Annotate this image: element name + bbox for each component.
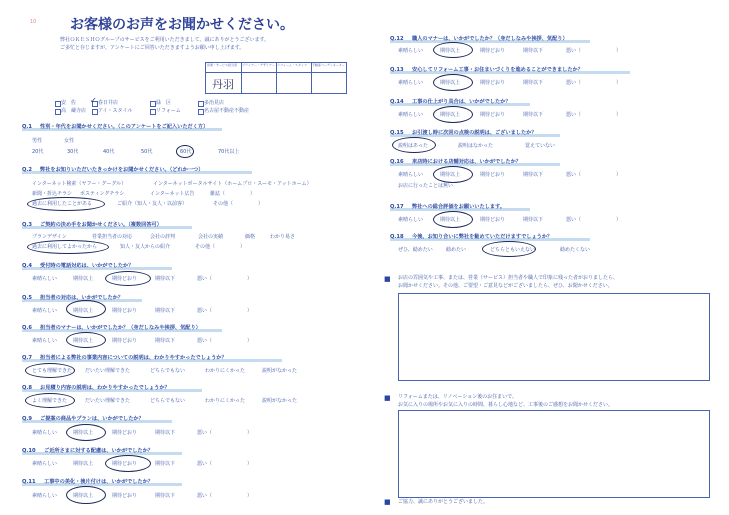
- q1-age-20[interactable]: 20代: [32, 149, 44, 155]
- answer-circle: [25, 363, 75, 378]
- q4-opt-1[interactable]: 素晴らしい: [32, 276, 58, 282]
- q12-text: 職人のマナーは、いかがでしたか？（身だしなみや挨拶、気配り）: [412, 36, 568, 42]
- answer-circle: [482, 241, 536, 257]
- q16-text: 来店時における店舗対応は、いかがでしたか？: [412, 159, 521, 165]
- free1-line-1: お店の雰囲気や工事、または、営業（サービス）担当者や職人で印象に残った者がおりましたら、: [398, 275, 619, 281]
- q16-opt-never[interactable]: お店に行ったことは無い: [398, 183, 454, 189]
- q12-opt-5[interactable]: 悪い（ ）: [566, 48, 622, 54]
- q15-opt-2[interactable]: 説明はなかった: [458, 143, 494, 149]
- q17-opt-4[interactable]: 期待以下: [523, 217, 544, 223]
- q3-opt-reputation[interactable]: 会社の評判: [150, 234, 176, 240]
- q3-opt-record[interactable]: 会社の実績: [198, 234, 224, 240]
- staff-header-staff: リフォーム・スタッフ: [277, 63, 307, 67]
- q5-opt-5[interactable]: 悪い（ ）: [197, 308, 253, 314]
- q8-text: お見積り内容の説明は、わかりやすかったでしょうか？: [40, 385, 170, 391]
- q3-opt-sales[interactable]: 営業担当者の対応: [92, 234, 133, 240]
- free1-line-2: お聞かせください。その他、ご要望・ご意見などがございましたら、ぜひ、お聞かせください。: [398, 283, 613, 289]
- q9-opt-4[interactable]: 期待以下: [155, 430, 176, 436]
- q4-opt-2[interactable]: 期待以上: [73, 276, 94, 282]
- q1-text: 性別・年代をお聞かせください。（このアンケートをご記入いただく方）: [40, 124, 209, 130]
- q1-age-40[interactable]: 40代: [103, 149, 115, 155]
- check-mark-icon: ✓: [90, 96, 97, 105]
- q15-number: Q.15: [390, 130, 404, 136]
- page-number: 10: [30, 19, 37, 25]
- q18-opt-1[interactable]: ぜひ、勧めたい: [398, 247, 433, 253]
- answer-circle: [66, 486, 106, 504]
- q3-opt-clarity[interactable]: わかり易さ: [270, 234, 296, 240]
- answer-circle: [25, 393, 75, 408]
- q18-opt-2[interactable]: 勧めたい: [446, 247, 467, 253]
- branch-4[interactable]: 多治見店: [204, 100, 225, 106]
- q5-opt-4[interactable]: 期待以下: [155, 308, 176, 314]
- branch-3[interactable]: 緑 区: [156, 100, 172, 106]
- q8-opt-3[interactable]: どちらでもない: [150, 398, 185, 404]
- q11-opt-2[interactable]: 期待以上: [73, 493, 94, 499]
- q9-opt-1[interactable]: 素晴らしい: [32, 430, 58, 436]
- q18-number: Q.18: [390, 234, 404, 240]
- q14-opt-1[interactable]: 素晴らしい: [398, 112, 424, 118]
- answer-circle: [27, 240, 109, 254]
- q4-text: 受付時の電話対応は、いかがでしたか？: [40, 263, 134, 269]
- q7-opt-3[interactable]: どちらでもない: [150, 368, 185, 374]
- q11-opt-5[interactable]: 悪い（ ）: [197, 493, 253, 499]
- q1-age-70[interactable]: 70代以上: [218, 149, 240, 155]
- intro-line-2: ご多忙と存じますが、アンケートにご回答いただきますようお願い申し上げます。: [60, 45, 245, 51]
- branch-7[interactable]: リフォーム: [156, 108, 181, 114]
- staff-header-sales: 営業・サービス担当者: [207, 63, 238, 67]
- q14-opt-4[interactable]: 期待以下: [523, 112, 544, 118]
- q7-opt-1[interactable]: とても理解できた: [32, 368, 73, 374]
- q14-opt-2[interactable]: 期待以上: [440, 112, 461, 118]
- q10-number: Q.10: [22, 448, 36, 454]
- q17-opt-3[interactable]: 期待どおり: [480, 217, 506, 223]
- q7-opt-5[interactable]: 説明がなかった: [262, 368, 298, 374]
- q18-opt-3[interactable]: どちらともいえない: [490, 247, 536, 253]
- q2-opt-other[interactable]: その他（ ）: [213, 201, 264, 207]
- q10-text: ご近所さまに対する配慮は、いかがでしたか？: [44, 448, 153, 454]
- q17-opt-5[interactable]: 悪い（ ）: [566, 217, 622, 223]
- q14-text: 工事の仕上がり具合は、いかがでしたか？: [412, 99, 511, 105]
- q1-age-30[interactable]: 30代: [67, 149, 79, 155]
- answer-circle: [433, 166, 473, 183]
- q11-opt-4[interactable]: 期待以下: [155, 493, 176, 499]
- answer-circle: [433, 74, 473, 91]
- q13-text: 安心してリフォーム工事・お住まいづくりを進めることができましたか？: [412, 67, 583, 73]
- q2-number: Q.2: [22, 167, 32, 173]
- q16-opt-3[interactable]: 期待どおり: [480, 172, 506, 178]
- q8-opt-4[interactable]: わかりにくかった: [205, 398, 246, 404]
- q6-opt-3[interactable]: 期待どおり: [112, 338, 138, 344]
- q10-opt-5[interactable]: 悪い（ ）: [197, 461, 253, 467]
- q17-opt-1[interactable]: 素晴らしい: [398, 217, 424, 223]
- q2-opt-portal[interactable]: インターネットポータルサイト（ホームプロ・スーモ・アットホーム）: [153, 181, 312, 187]
- q17-number: Q.17: [390, 204, 404, 210]
- q5-number: Q.5: [22, 295, 32, 301]
- q14-number: Q.14: [390, 99, 404, 105]
- answer-circle: [105, 271, 151, 286]
- q7-opt-4[interactable]: わかりにくかった: [205, 368, 246, 374]
- q6-opt-5[interactable]: 悪い（ ）: [197, 338, 253, 344]
- answer-circle: [27, 197, 105, 211]
- q16-number: Q.16: [390, 159, 404, 165]
- q8-opt-2[interactable]: だいたい理解できた: [85, 398, 131, 404]
- q6-text: 担当者のマナーは、いかがでしたか？（身だしなみや挨拶、気配り）: [40, 325, 201, 331]
- q7-opt-2[interactable]: だいたい理解できた: [85, 368, 131, 374]
- q11-number: Q.11: [22, 479, 36, 485]
- q7-text: 担当者による弊社の事業内容についての説明は、わかりやすかったでしょうか？: [40, 355, 227, 361]
- branch-2[interactable]: 春日井店: [98, 100, 119, 106]
- q3-number: Q.3: [22, 222, 32, 228]
- q13-opt-4[interactable]: 期待以下: [523, 80, 544, 86]
- q2-opt-newspaper[interactable]: 新聞・折込チラシ: [32, 191, 73, 197]
- q17-opt-2[interactable]: 期待以上: [440, 217, 461, 223]
- q4-opt-3[interactable]: 期待どおり: [112, 276, 138, 282]
- footer-thanks: ご協力、誠にありがとうございました。: [398, 499, 489, 505]
- branch-6[interactable]: アイ・スタイル: [98, 108, 133, 114]
- answer-circle: [105, 455, 151, 472]
- q15-opt-3[interactable]: 覚えていない: [525, 143, 556, 149]
- q13-opt-5[interactable]: 悪い（ ）: [566, 80, 622, 86]
- q5-opt-3[interactable]: 期待どおり: [112, 308, 138, 314]
- q3-text: ご契約の決め手をお聞かせください。（複数回答可）: [40, 222, 162, 228]
- q1-age-50[interactable]: 50代: [141, 149, 153, 155]
- q17-text: 弊社への総合評価をお願いいたします。: [412, 204, 505, 210]
- q15-text: お引渡し時に次回の点検の説明は、ございましたか？: [412, 130, 537, 136]
- q9-number: Q.9: [22, 416, 32, 422]
- branch-5[interactable]: 高 蔵寺店: [61, 108, 87, 114]
- branch-8[interactable]: 名古屋不動産不動産: [204, 108, 250, 114]
- q8-opt-1[interactable]: よく理解できた: [32, 398, 68, 404]
- staff-header-planner: プランナー・デザイナー: [242, 63, 275, 67]
- q8-opt-5[interactable]: 説明がなかった: [262, 398, 298, 404]
- q15-opt-1[interactable]: 説明はあった: [398, 143, 428, 149]
- q13-opt-1[interactable]: 素晴らしい: [398, 80, 424, 86]
- answer-circle: [176, 145, 194, 158]
- q2-opt-past[interactable]: 過去に利用したことがある: [32, 201, 93, 207]
- q3-opt-intro[interactable]: 知人・友人からの紹介: [120, 244, 171, 250]
- q13-number: Q.13: [390, 67, 404, 73]
- q3-opt-plan[interactable]: プランデザイン: [32, 234, 67, 240]
- page-title: お客様のお声をお聞かせください。: [70, 17, 294, 33]
- q13-opt-3[interactable]: 期待どおり: [480, 80, 506, 86]
- q2-text: 弊社をお知りいただいたきっかけをお聞かせください。（どれか一つ）: [40, 167, 204, 173]
- q12-opt-1[interactable]: 素晴らしい: [398, 48, 424, 54]
- q16-opt-1[interactable]: 素晴らしい: [398, 172, 424, 178]
- q13-opt-2[interactable]: 期待以上: [440, 80, 461, 86]
- q2-opt-magazine[interactable]: 雑誌（ ）: [210, 191, 256, 197]
- answer-circle: [433, 211, 473, 228]
- answer-circle: [66, 300, 106, 318]
- q11-text: 工事中の美化・後片付けは、いかがでしたか？: [44, 479, 153, 485]
- bullet-square-icon: ■: [384, 275, 391, 283]
- q4-opt-4[interactable]: 期待以下: [155, 276, 176, 282]
- answer-circle: [66, 332, 106, 348]
- q12-number: Q.12: [390, 36, 404, 42]
- q1-opt-male[interactable]: 男性: [32, 138, 43, 144]
- q14-opt-3[interactable]: 期待どおり: [480, 112, 506, 118]
- free2-line-2: お気に入りの場所やお気に入りの時間、暮らし心地など、工事後のご感想をお聞かせください。: [398, 402, 614, 408]
- q12-opt-4[interactable]: 期待以下: [523, 48, 544, 54]
- q11-opt-3[interactable]: 期待どおり: [112, 493, 138, 499]
- q6-opt-2[interactable]: 期待以上: [73, 338, 94, 344]
- q1-number: Q.1: [22, 124, 32, 130]
- staff-signature: 丹羽: [212, 78, 234, 91]
- q8-number: Q.8: [22, 385, 32, 391]
- answer-circle: [392, 137, 436, 153]
- q18-text: 今後、お知り合いに弊社を勧めていただけますでしょうか？: [412, 234, 553, 240]
- free-comment-box-2[interactable]: [398, 410, 710, 498]
- q5-opt-2[interactable]: 期待以上: [73, 308, 94, 314]
- q5-opt-1[interactable]: 素晴らしい: [32, 308, 58, 314]
- q6-opt-4[interactable]: 期待以下: [155, 338, 176, 344]
- q3-opt-good[interactable]: 過去に利用してよかったから: [32, 244, 98, 250]
- q9-opt-2[interactable]: 期待以上: [73, 430, 94, 436]
- bullet-square-icon: ■: [384, 394, 391, 402]
- q4-number: Q.4: [22, 263, 32, 269]
- q18-opt-4[interactable]: 勧めたくない: [560, 247, 591, 253]
- q2-opt-referral[interactable]: ご紹介（知人・友人・以前客）: [117, 201, 188, 207]
- q2-opt-flyer[interactable]: ポスティングチラシ: [80, 191, 125, 197]
- q9-text: ご提案の商品やプランは、いかがでしたか？: [40, 416, 144, 422]
- q2-opt-webad[interactable]: インターネット広告: [150, 191, 195, 197]
- answer-circle: [433, 42, 473, 58]
- bullet-square-icon: ■: [384, 498, 391, 506]
- answer-circle: [66, 424, 106, 441]
- q9-opt-5[interactable]: 悪い（ ）: [197, 430, 253, 436]
- q3-opt-other[interactable]: その他（ ）: [195, 244, 246, 250]
- q7-number: Q.7: [22, 355, 32, 361]
- q14-opt-5[interactable]: 悪い（ ）: [566, 112, 622, 118]
- q2-opt-search[interactable]: インターネット検索（ヤフー・グーグル）: [32, 181, 127, 187]
- answer-circle: [433, 106, 473, 123]
- q16-opt-5[interactable]: 悪い（ ）: [566, 172, 622, 178]
- q9-opt-3[interactable]: 期待どおり: [112, 430, 138, 436]
- q12-opt-2[interactable]: 期待以上: [440, 48, 461, 54]
- free-comment-box-1[interactable]: [398, 293, 710, 381]
- q11-opt-1[interactable]: 素晴らしい: [32, 493, 58, 499]
- q3-opt-price[interactable]: 価格: [245, 234, 256, 240]
- q16-opt-4[interactable]: 期待以下: [523, 172, 544, 178]
- staff-table: [205, 62, 347, 94]
- q1-opt-female[interactable]: 女性: [64, 138, 75, 144]
- q6-opt-1[interactable]: 素晴らしい: [32, 338, 58, 344]
- q10-opt-3[interactable]: 期待どおり: [112, 461, 138, 467]
- q1-age-60[interactable]: 60代: [180, 149, 192, 155]
- q5-text: 担当者の対応は、いかがでしたか？: [40, 295, 124, 301]
- intro-line-1: 弊社ＯＫＥＳＨＯグループのサービスをご利用いただきまして、誠にありがとうございます。: [60, 37, 270, 43]
- q6-number: Q.6: [22, 325, 32, 331]
- q4-opt-5[interactable]: 悪い（ ）: [197, 276, 253, 282]
- branch-1[interactable]: 安 佐: [61, 100, 77, 106]
- staff-header-realestate: 不動産コーディネーター: [312, 63, 345, 67]
- q10-opt-4[interactable]: 期待以下: [155, 461, 176, 467]
- q10-opt-1[interactable]: 素晴らしい: [32, 461, 58, 467]
- free2-line-1: リフォームまたは、リノベーション後のお住まいで、: [398, 394, 518, 400]
- q12-opt-3[interactable]: 期待どおり: [480, 48, 506, 54]
- q10-opt-2[interactable]: 期待以上: [73, 461, 94, 467]
- q16-opt-2[interactable]: 期待以上: [440, 172, 461, 178]
